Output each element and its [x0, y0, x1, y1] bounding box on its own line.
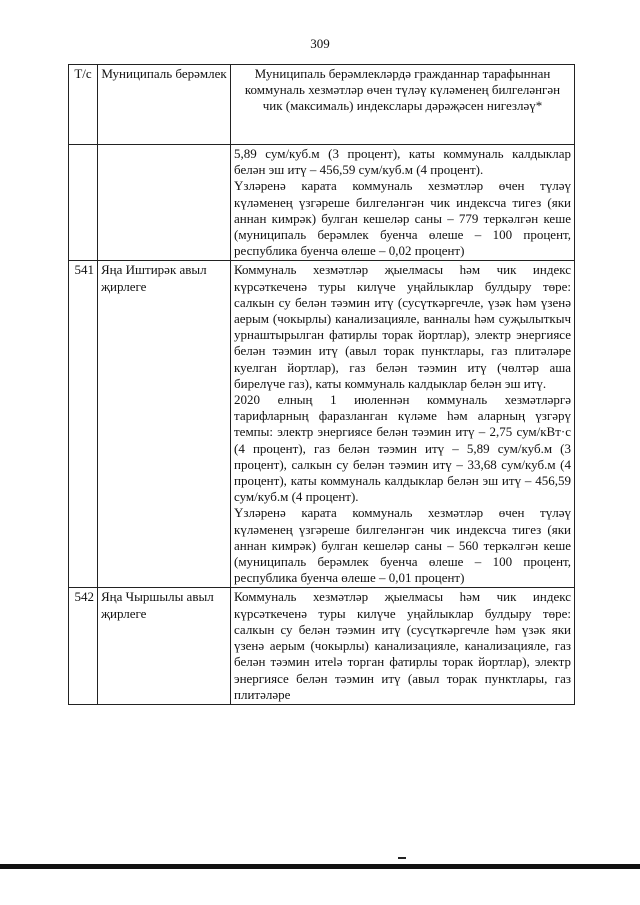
header-description: Муниципаль берәмлекләрдә гражданнар тарафыннан коммуналь хезмәтләр өчен түләү күләменең билгеләнгән чик (максималь) индекслары дәрәҗәсен нигезләү* [231, 65, 575, 145]
description-paragraph: 2020 елның 1 июленнән коммуналь хезмәтләргә тарифларның фаразланган күләме һәм аларның үзгәрү темпы: электр энергиясе белән тәэмин итү – 2,75 сум/кВт·с (4 процент), газ белән тәэмин итү – 5,89 сум/куб.м (3 процент), салкын су белән тәэмин итү – 33,68 сум/куб.м (4 процент), каты коммуналь калдыклар белән эш итү – 456,59 сум/куб.м (4 процент). [234, 392, 571, 505]
row-number [69, 145, 98, 261]
row-number: 541 [69, 261, 98, 588]
row-description [231, 145, 575, 261]
scan-bottom-border [0, 864, 640, 869]
row-description [231, 261, 575, 588]
row-municipality [98, 145, 231, 261]
description-paragraph: Үзләренә карата коммуналь хезмәтләр өчен түләү күләменең үзгәреше билгеләнгән чик индексча тигез (яки аннан кимрәк) булган кешеләр саны – 779 теркәлгән кеше (муниципаль берәмлек буенча өлеше – 100 процент, республика буенча өлеше – 0,02 процент) [234, 178, 571, 259]
page-number: 309 [310, 36, 330, 51]
tariff-index-table [68, 64, 575, 705]
header-municipality: Муниципаль берәмлек [98, 65, 231, 145]
table-row [69, 261, 575, 588]
row-municipality: Яңа Иштирәк авыл җирлеге [98, 261, 231, 588]
description-paragraph: Коммуналь хезмәтләр җыелмасы һәм чик индекс күрсәткеченә туры килүче уңайлыклар булдыру төре: салкын су белән тәэмин итү (сусүткәргечле һәм үзәк яки үзенә аерым (чокырлы) канализацияле, канализацияле, газ белән тәэмин итеlә торган фатирлы торак йортлар), электр энергиясе белән тәэмин итү (авыл торак пунктлары, газ плитәләре [234, 589, 571, 702]
table-row [69, 145, 575, 261]
header-num: Т/с [69, 65, 98, 145]
row-number: 542 [69, 588, 98, 704]
scan-mark [398, 857, 406, 859]
table-row [69, 588, 575, 704]
description-paragraph: Үзләренә карата коммуналь хезмәтләр өчен түләү күләменең үзгәреше билгеләнгән чик индексча тигез (яки аннан кимрәк) булган кешеләр саны – 560 теркәлгән кеше (муниципаль берәмлек буенча өлеше – 100 процент, республика буенча өлеше – 0,01 процент) [234, 505, 571, 586]
description-paragraph: Коммуналь хезмәтләр җыелмасы һәм чик индекс күрсәткеченә туры килүче уңайлыклар булдыру төре: салкын су белән тәэмин итү (сусүткәргечле, үзәк һәм үзенә аерым (чокырлы) канализацияле, ванналы һәм суҗылыткыч урнаштырылган фатирлы торак йортлар), электр энергиясе белән тәэмин итү (авыл торак пунктлары, газ плитәләре куелган йортлар), газ белән тәэмин итү (чөлтәр аша бирелүче газ), каты коммуналь калдыклар белән эш итү. [234, 262, 571, 391]
description-paragraph: 5,89 сум/куб.м (3 процент), каты коммуналь калдыклар белән эш итү – 456,59 сум/куб.м (4 процент). [234, 146, 571, 178]
table-header-row [69, 65, 575, 145]
row-description [231, 588, 575, 704]
row-municipality: Яңа Чыршылы авыл җирлеге [98, 588, 231, 704]
